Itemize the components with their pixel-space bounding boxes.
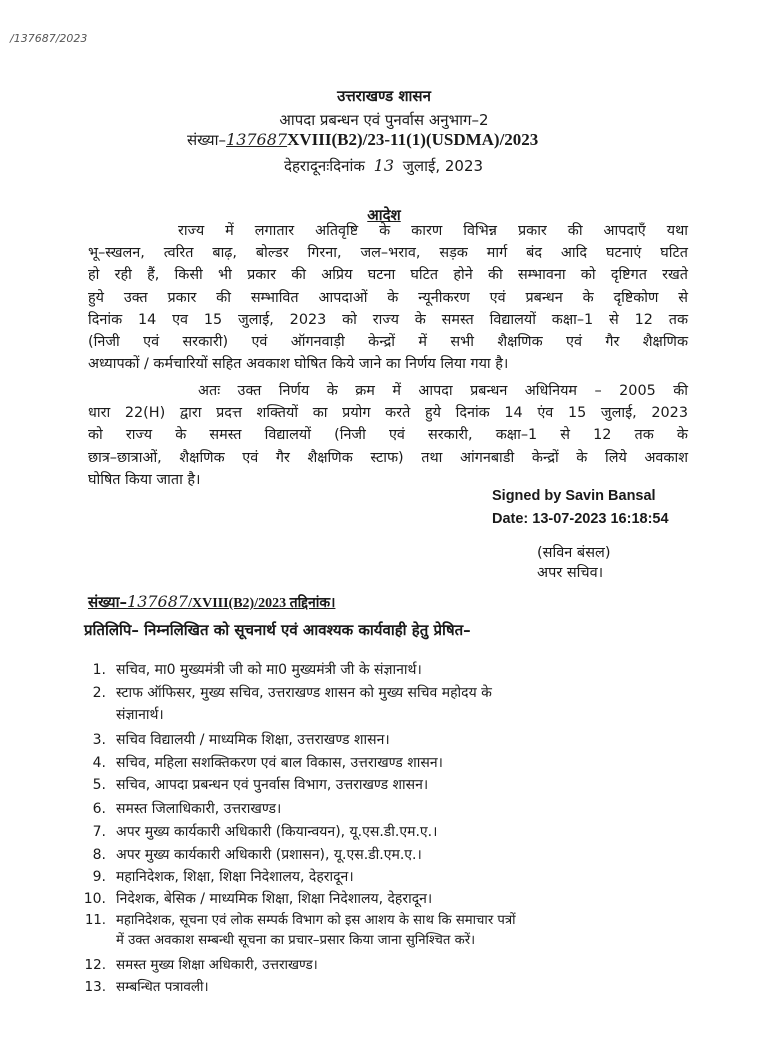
paragraph-line: दिनांक 14 एव 15 जुलाई, 2023 को राज्य के समस्त विद्यालयों कक्षा–1 से 12 तक [88, 311, 688, 328]
place-date-line [284, 156, 483, 176]
number-label: संख्या– [187, 131, 227, 149]
digital-signature-name: Signed by Savin Bansal [492, 488, 656, 504]
copy-reference-line [88, 592, 335, 612]
top-reference-number: /137687/2023 [10, 32, 88, 45]
order-title: आदेश [367, 206, 401, 224]
order-paragraph-2 [88, 380, 688, 491]
list-item-continuation: में उक्त अवकाश सम्बन्धी सूचना का प्रचार–प्रसार किया जाना सुनिश्चित करें। [116, 933, 476, 948]
list-item: 8. अपर मुख्य कार्यकारी अधिकारी (प्रशासन), यू.एस.डी.एम.ए.। [92, 847, 422, 863]
paragraph-line: घोषित किया जाता है। [88, 471, 201, 488]
copy-reference-code: /XVIII(B2)/2023 तद्दिनांक। [188, 596, 336, 611]
paragraph-line: भू–स्खलन, त्वरित बाढ़, बोल्डर गिरना, जल–भराव, सड़क मार्ग बंद आदि घटनाएं घटित [88, 245, 688, 262]
signatory-name: (सविन बंसल) [537, 545, 611, 561]
date-rest: जुलाई, 2023 [402, 157, 484, 175]
digital-signature-date: Date: 13-07-2023 16:18:54 [492, 511, 669, 527]
order-paragraph-1 [88, 220, 688, 375]
paragraph-line: हुये उक्त प्रकार की सम्भावित आपदाओं के न्यूनीकरण एवं प्रबन्धन के दृष्टिकोण से [88, 289, 688, 306]
paragraph-line: अध्यापकों / कर्मचारियों सहित अवकाश घोषित किये जाने का निर्णय लिया गया है। [88, 356, 509, 373]
list-item: 5. सचिव, आपदा प्रबन्धन एवं पुनर्वास विभाग, उत्तराखण्ड शासन। [92, 777, 429, 793]
paragraph-line: छात्र–छात्राओं, शैक्षणिक एवं गैर शैक्षणिक स्टाफ) तथा आंगनबाडी केन्द्रों के लिये अवकाश [88, 449, 688, 466]
list-item: 6. समस्त जिलाधिकारी, उत्तराखण्ड। [92, 801, 282, 817]
copy-handwritten-number: 137687 [127, 592, 189, 611]
list-item: 4. सचिव, महिला सशक्तिकरण एवं बाल विकास, उत्तराखण्ड शासन। [92, 755, 443, 771]
department-name: आपदा प्रबन्धन एवं पुनर्वास अनुभाग–2 [279, 111, 489, 129]
list-item: 2. स्टाफ ऑफिसर, मुख्य सचिव, उत्तराखण्ड शासन को मुख्य सचिव महोदय के [92, 685, 492, 701]
reference-line [187, 130, 538, 150]
paragraph-line: हो रही हैं, किसी भी प्रकार की अप्रिय घटना घटित होने की सम्भावना को दृष्टिगत रखते [88, 267, 688, 284]
list-item: 11. महानिदेशक, सूचना एवं लोक सम्पर्क विभाग को इस आशय के साथ कि समाचार पत्रों [85, 913, 516, 928]
signatory-designation: अपर सचिव। [537, 565, 604, 581]
list-item: 10. निदेशक, बेसिक / माध्यमिक शिक्षा, शिक्षा निदेशालय, देहरादून। [83, 891, 433, 907]
paragraph-line: (निजी एवं सरकारी) एवं ऑगनवाड़ी केन्द्रों में सभी शैक्षणिक एवं गैर शैक्षणिक [88, 334, 688, 351]
paragraph-line: को राज्य के समस्त विद्यालयों (निजी एवं सरकारी, कक्षा–1 से 12 तक के [88, 427, 688, 444]
list-item: 3. सचिव विद्यालयी / माध्यमिक शिक्षा, उत्तराखण्ड शासन। [92, 732, 390, 748]
paragraph-line: अतः उक्त निर्णय के क्रम में आपदा प्रबन्धन अधिनियम – 2005 की [198, 383, 688, 399]
copy-number-label: संख्या– [88, 593, 128, 611]
government-name: उत्तराखण्ड शासन [337, 87, 431, 105]
place-date-label: देहरादूनःदिनांक [284, 157, 365, 175]
list-item: 1. सचिव, मा0 मुख्यमंत्री जी को मा0 मुख्यमंत्री जी के संज्ञानार्थ। [92, 662, 422, 678]
list-item: 9. महानिदेशक, शिक्षा, शिक्षा निदेशालय, देहरादून। [92, 869, 354, 885]
reference-code: XVIII(B2)/23-11(1)(USDMA)/2023 [287, 130, 539, 149]
copy-heading: प्रतिलिपि– निम्नलिखित को सूचनार्थ एवं आवश्यक कार्यवाही हेतु प्रेषित– [84, 621, 471, 639]
handwritten-number: 137687 [226, 130, 288, 149]
paragraph-line: धारा 22(H) द्वारा प्रदत्त शक्तियों का प्रयोग करते हुये दिनांक 14 एंव 15 जुलाई, 2023 [88, 405, 688, 422]
list-item: 7. अपर मुख्य कार्यकारी अधिकारी (कियान्वयन), यू.एस.डी.एम.ए.। [92, 824, 438, 840]
paragraph-line: राज्य में लगातार अतिवृष्टि के कारण विभिन्न प्रकार की आपदाएँ यथा [178, 223, 688, 239]
list-item: 13. सम्बन्धित पत्रावली। [84, 979, 209, 995]
handwritten-date: 13 [373, 156, 394, 175]
list-item: 12. समस्त मुख्य शिक्षा अधिकारी, उत्तराखण्ड। [84, 957, 318, 973]
list-item-continuation: संज्ञानार्थ। [116, 707, 164, 723]
